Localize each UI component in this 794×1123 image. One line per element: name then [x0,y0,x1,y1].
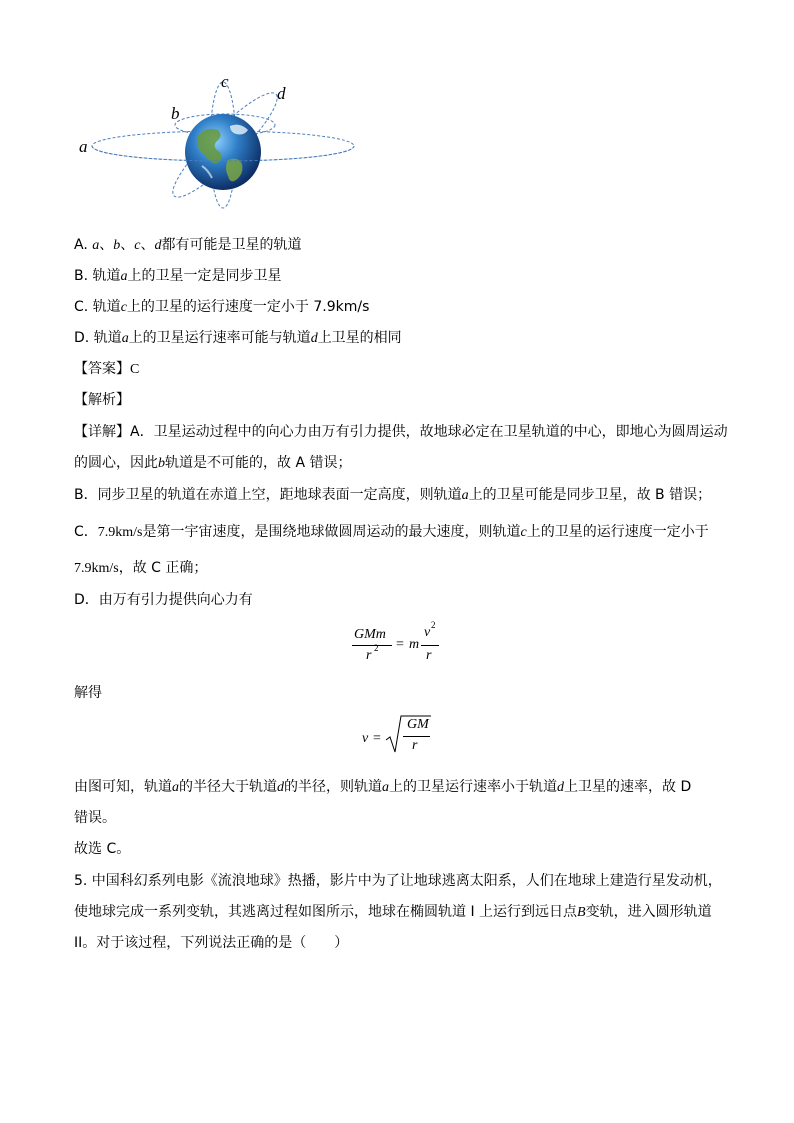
answer-value: C [130,362,140,377]
detail-a-line1: 【详解】A．卫星运动过程中的向心力由万有引力提供，故地球必定在卫星轨道的中心，即地心为圆周运动 [74,424,728,440]
detail-d-line1: D．由万有引力提供向心力有 [74,592,253,608]
question5-line1: 5. 中国科幻系列电影《流浪地球》热播，影片中为了让地球逃离太阳系，人们在地球上建造行星发动机， [74,873,722,889]
solve-label: 解得 [74,685,102,701]
detail-c-line1: C．7.9km/s是第一宇宙速度，是围绕地球做圆周运动的最大速度，则轨道c上的卫星的运行速度一定小于 [74,524,709,540]
question5-line2: 使地球完成一系列变轨，其逃离过程如图所示，地球在椭圆轨道 I 上运行到远日点B变轨，进入圆形轨道 [74,904,712,920]
orbit-label-a: a [79,137,88,156]
analysis-label: 【解析】 [74,392,130,408]
option-b: B. 轨道a上的卫星一定是同步卫星 [74,268,282,284]
orbit-figure [70,70,370,220]
answer-line [74,358,139,378]
orbit-label-b: b [171,104,180,123]
final-choice: 故选 C。 [74,841,131,857]
option-a: A. a、b、c、d都有可能是卫星的轨道 [74,237,302,253]
option-c: C. 轨道c上的卫星的运行速度一定小于 7.9km/s [74,299,370,315]
detail-c-line2: 7.9km/s，故 C 正确； [74,560,208,576]
option-d: D. 轨道a上的卫星运行速率可能与轨道d上卫星的相同 [74,330,402,346]
conclusion-line1: 由图可知，轨道a的半径大于轨道d的半径，则轨道a上的卫星运行速率小于轨道d上卫星的速率，故 D [74,779,692,795]
orbit-label-d: d [277,84,286,103]
earth-globe-icon [185,114,261,190]
answer-label: 【答案】 [74,361,130,377]
orbit-label-c: c [221,72,229,91]
detail-a-line2: 的圆心，因此b轨道是不可能的，故 A 错误； [74,455,352,471]
conclusion-line2: 错误。 [74,810,116,826]
question5-line3: II。对于该过程，下列说法正确的是（ ） [74,935,349,951]
detail-b: B．同步卫星的轨道在赤道上空，距地球表面一定高度，则轨道a上的卫星可能是同步卫星，故 B 错误； [74,487,712,503]
